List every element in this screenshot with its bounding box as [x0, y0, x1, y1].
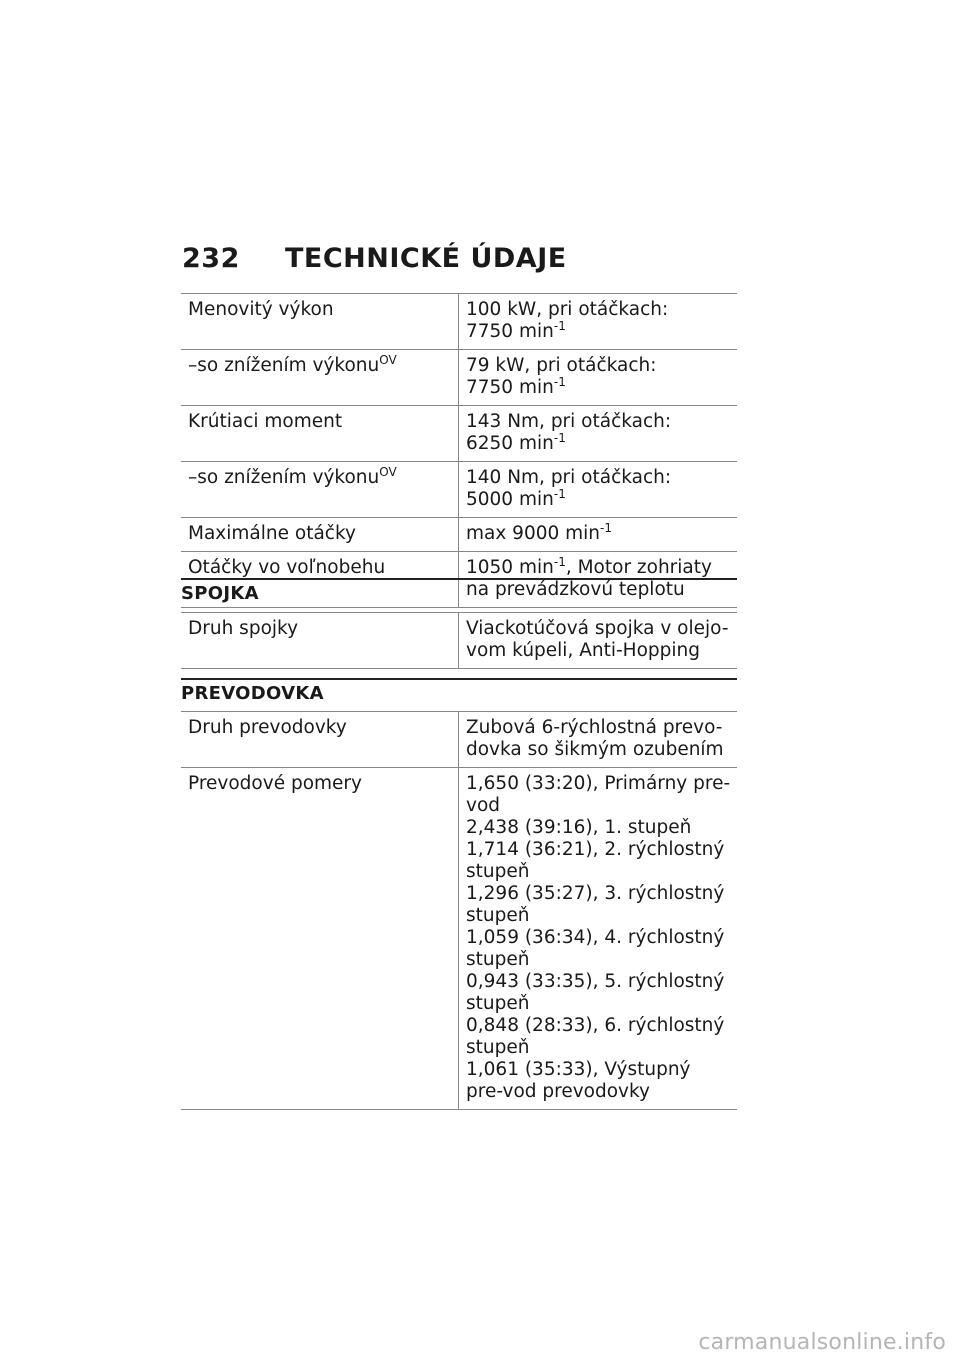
page-header [182, 243, 567, 283]
spec-value: 143 Nm, pri otáčkach: 6250 $\min^{-1}$ [459, 406, 738, 462]
spec-label: –so znížením výkonu$^{OV}$ [181, 350, 459, 406]
gear-ratio: 1,714 (36:21), 2. rýchlostný stupeň [466, 839, 725, 882]
spec-value: Viackotúčová spojka v olejo-vom kúpeli, Anti-Hopping [459, 613, 738, 669]
spec-label: Druh spojky [181, 613, 459, 669]
section-divider [181, 578, 737, 580]
gear-ratio: 0,848 (28:33), 6. rýchlostný stupeň [466, 1015, 725, 1058]
table-row [181, 406, 737, 462]
engine-spec-table [181, 293, 737, 608]
spec-value: 1050 $\min^{-1}$, Motor zohriaty na prevádzkovú teplotu [459, 552, 738, 608]
spec-label: –so znížením výkonu$^{OV}$ [181, 462, 459, 518]
spec-value: 100 kW, pri otáčkach: 7750 $\min^{-1}$ [459, 294, 738, 350]
spec-label: Druh prevodovky [181, 712, 459, 768]
gear-ratio: 0,943 (33:35), 5. rýchlostný stupeň [466, 971, 725, 1014]
spec-label: Maximálne otáčky [181, 518, 459, 552]
table-row [181, 613, 737, 669]
table-row [181, 462, 737, 518]
spec-value: max 9000 $\min^{-1}$ [459, 518, 738, 552]
table-row [181, 350, 737, 406]
gear-ratio: 1,059 (36:34), 4. rýchlostný stupeň [466, 927, 725, 970]
chapter-title: TECHNICKÉ ÚDAJE [284, 243, 567, 274]
gearbox-spec-table [181, 711, 737, 1110]
page-number: 232 [182, 243, 240, 274]
gear-ratio: 1,296 (35:27), 3. rýchlostný stupeň [466, 883, 725, 926]
spec-value: 79 kW, pri otáčkach: 7750 $\min^{-1}$ [459, 350, 738, 406]
table-row [181, 768, 737, 1110]
spec-label: Otáčky vo voľnobehu [181, 552, 459, 608]
gear-ratio: 1,061 (35:33), Výstupný pre-vod prevodovky [466, 1059, 691, 1102]
spec-value: 140 Nm, pri otáčkach: 5000 $\min^{-1}$ [459, 462, 738, 518]
section-divider [181, 678, 737, 680]
spec-label: Krútiaci moment [181, 406, 459, 462]
watermark: carmanualsonline.info [698, 1330, 946, 1355]
table-row [181, 518, 737, 552]
gear-ratios-list [459, 768, 738, 1110]
section-heading-clutch: SPOJKA [181, 583, 259, 604]
table-row [181, 712, 737, 768]
clutch-spec-table [181, 612, 737, 669]
gear-ratio: 2,438 (39:16), 1. stupeň [466, 817, 692, 838]
spec-value: Zubová 6-rýchlostná prevo-dovka so šikmým ozubením [459, 712, 738, 768]
spec-label: Prevodové pomery [181, 768, 459, 1110]
section-heading-gearbox: PREVODOVKA [181, 683, 324, 704]
gear-ratio: 1,650 (33:20), Primárny pre-vod [466, 773, 731, 816]
spec-label: Menovitý výkon [181, 294, 459, 350]
table-row [181, 294, 737, 350]
